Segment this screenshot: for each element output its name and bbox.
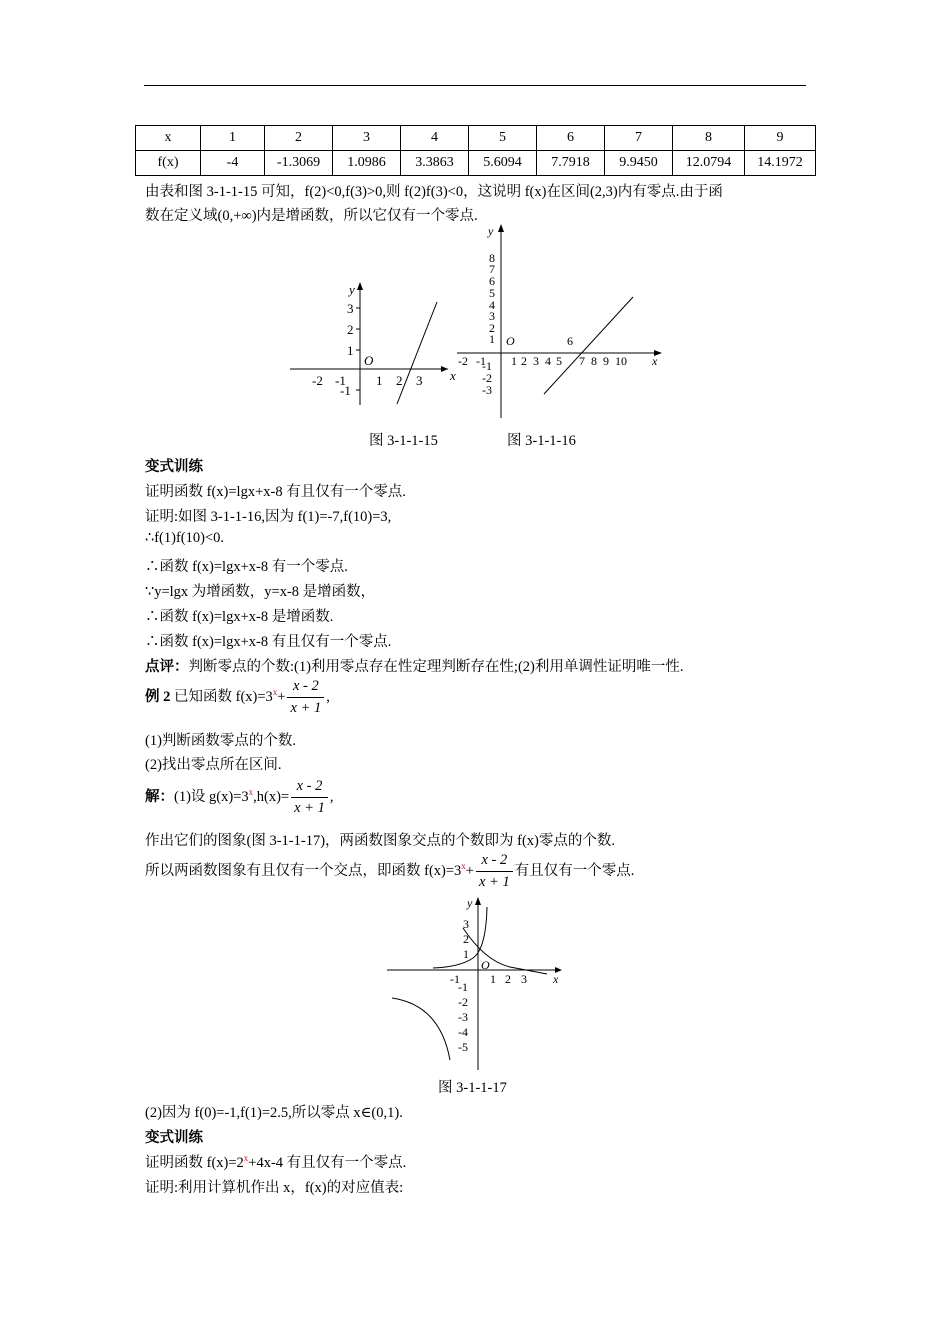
- tick-label: -2: [458, 995, 468, 1009]
- tick-label: 1: [347, 343, 354, 358]
- plus-sign: +: [465, 862, 474, 879]
- fraction: [287, 676, 324, 719]
- exponent: x: [243, 1153, 249, 1163]
- tick-label: 4: [489, 298, 495, 312]
- exponent: x: [248, 786, 254, 797]
- caption-fig-17: 图 3-1-1-17: [438, 1080, 507, 1096]
- tick-label: 6: [489, 274, 495, 288]
- table-cell: 5.6094: [469, 151, 537, 176]
- example-2-statement: [145, 676, 330, 719]
- tick-label: 7: [579, 354, 585, 368]
- caption-fig-16: 图 3-1-1-16: [507, 433, 576, 449]
- x-axis-arrow: [441, 366, 448, 372]
- table-cell: 5: [469, 126, 537, 151]
- solution-text: (1)设 g(x)=3: [174, 788, 249, 805]
- proof-line: ∴函数 f(x)=lgx+x-8 是增函数.: [145, 609, 334, 625]
- origin-label: O: [481, 958, 490, 972]
- y-axis-label: y: [488, 224, 494, 238]
- table-header-x: x: [136, 126, 201, 151]
- hyperbola-left-branch: [392, 998, 450, 1060]
- comma: ,: [326, 688, 330, 705]
- table-cell: -4: [201, 151, 265, 176]
- intro-line-2: 数在定义域(0,+∞)内是增函数，所以它仅有一个零点.: [145, 208, 478, 224]
- solution-text-mid: ,h(x)=: [253, 788, 290, 805]
- tick-label: 8: [591, 354, 597, 368]
- function-graph: [397, 302, 437, 404]
- solution-label: 解：: [145, 788, 174, 805]
- solution-text-end: 有且仅有一个零点.: [514, 862, 635, 879]
- tick-label: 7: [489, 262, 495, 276]
- tick-label: 2: [489, 321, 495, 335]
- solution-line-3: [145, 850, 634, 893]
- tick-label: 3: [489, 309, 495, 323]
- solution-part-2: (2)因为 f(0)=-1,f(1)=2.5,所以零点 x∈(0,1).: [145, 1105, 403, 1121]
- training-2-heading: 变式训练: [145, 1130, 203, 1146]
- table-cell: 3: [333, 126, 401, 151]
- x-axis-label: x: [652, 354, 658, 368]
- comment: [145, 655, 684, 676]
- comment-text: 判断零点的个数:(1)利用零点存在性定理判断存在性;(2)利用单调性证明唯一性.: [188, 659, 684, 675]
- hyperbola-right-branch: [463, 928, 547, 974]
- tick-label: 3: [416, 373, 423, 388]
- tick-label: 2: [505, 972, 511, 986]
- tick-label: 1: [489, 332, 495, 346]
- question-2: (2)找出零点所在区间.: [145, 757, 282, 773]
- proof-line: ∴函数 f(x)=lgx+x-8 有一个零点.: [145, 559, 348, 575]
- tick-label: 5: [489, 286, 495, 300]
- solution-text: 所以两函数图象有且仅有一个交点，即函数 f(x)=3: [145, 862, 462, 879]
- tick-label: 1: [376, 373, 383, 388]
- y-axis-arrow: [475, 897, 481, 905]
- table-row-x: [136, 126, 816, 151]
- tick-label: -1: [482, 359, 492, 373]
- training-2-problem: [145, 1151, 406, 1172]
- table-header-fx: f(x): [136, 151, 201, 176]
- table-cell: -1.3069: [265, 151, 333, 176]
- y-axis-arrow: [357, 282, 363, 290]
- table-cell: 3.3863: [401, 151, 469, 176]
- fraction-numerator: x - 2: [291, 776, 328, 798]
- tick-label: 1: [463, 947, 469, 961]
- tick-label: 5: [556, 354, 562, 368]
- graph-label-6: 6: [567, 334, 573, 348]
- fraction-numerator: x - 2: [476, 850, 513, 872]
- fraction-numerator: x - 2: [287, 676, 324, 698]
- proof-line: ∴f(1)f(10)<0.: [145, 530, 224, 546]
- tick-label: 2: [347, 322, 354, 337]
- table-cell: 9.9450: [605, 151, 673, 176]
- tick-label: 2: [396, 373, 403, 388]
- table-cell: 9: [745, 126, 816, 151]
- exponent: x: [461, 860, 466, 871]
- solution-line-2: 作出它们的图象(图 3-1-1-17)，两函数图象交点的个数即为 f(x)零点的个数.: [145, 833, 616, 849]
- tick-label: -2: [458, 354, 468, 368]
- intro-line-1: 由表和图 3-1-1-15 可知，f(2)<0,f(3)>0,则 f(2)f(3)<0，这说明 f(x)在区间(2,3)内有零点.由于函: [145, 184, 723, 200]
- x-axis-label: x: [450, 368, 456, 383]
- table-cell: 2: [265, 126, 333, 151]
- proof-line: 证明:如图 3-1-1-16,因为 f(1)=-7,f(10)=3,: [145, 509, 392, 525]
- fraction-denominator: x + 1: [290, 700, 322, 716]
- proof-line: ∵y=lgx 为增函数，y=x-8 是增函数，: [145, 584, 376, 600]
- x-axis-label: x: [553, 972, 559, 986]
- caption-fig-15: 图 3-1-1-15: [369, 433, 438, 449]
- figure-3-1-1-15: [285, 280, 460, 410]
- plus-sign: +: [277, 688, 286, 705]
- tick-label: -5: [458, 1040, 468, 1054]
- problem-text: 证明函数 f(x)=2: [145, 1155, 244, 1171]
- problem-text-end: +4x-4 有且仅有一个零点.: [248, 1155, 407, 1171]
- tick-label: 3: [521, 972, 527, 986]
- table-cell: 7.7918: [537, 151, 605, 176]
- exponential-curve: [433, 907, 487, 968]
- tick-label: -1: [340, 383, 351, 398]
- example-text: 已知函数 f(x)=3: [174, 688, 273, 705]
- table-row-fx: [136, 151, 816, 176]
- table-cell: 6: [537, 126, 605, 151]
- training-1-heading: 变式训练: [145, 459, 203, 475]
- y-axis-label: y: [467, 896, 473, 910]
- tick-label: 4: [545, 354, 551, 368]
- origin-label: O: [364, 353, 374, 368]
- fraction-denominator: x + 1: [294, 800, 325, 816]
- tick-label: 8: [489, 251, 495, 265]
- comma: ,: [329, 788, 334, 805]
- header-rule: [144, 85, 806, 86]
- tick-label: -1: [458, 980, 468, 994]
- example-label: 例 2: [145, 688, 171, 705]
- tick-label: 3: [533, 354, 539, 368]
- figure-3-1-1-17: [385, 895, 570, 1072]
- tick-label: -2: [312, 373, 323, 388]
- tick-label: 3: [463, 917, 469, 931]
- tick-label: 2: [463, 932, 469, 946]
- tick-label: 10: [615, 354, 627, 368]
- tick-label: 1: [490, 972, 496, 986]
- tick-label: 9: [603, 354, 609, 368]
- table-cell: 7: [605, 126, 673, 151]
- tick-label: -2: [482, 371, 492, 385]
- proof-line: ∴函数 f(x)=lgx+x-8 有且仅有一个零点.: [145, 634, 392, 650]
- origin-label: O: [506, 334, 515, 348]
- tick-label: -1: [450, 972, 460, 986]
- training-1-problem: 证明函数 f(x)=lgx+x-8 有且仅有一个零点.: [145, 484, 406, 500]
- function-graph: [544, 297, 633, 394]
- table-cell: 12.0794: [673, 151, 745, 176]
- tick-label: 3: [347, 301, 354, 316]
- question-1: (1)判断函数零点的个数.: [145, 733, 297, 749]
- y-axis-arrow: [498, 224, 504, 232]
- exponent: x: [272, 686, 278, 697]
- table-cell: 4: [401, 126, 469, 151]
- tick-label: -3: [482, 383, 492, 397]
- fraction: [291, 776, 328, 819]
- table-cell: 1: [201, 126, 265, 151]
- comment-label: 点评：: [145, 659, 189, 675]
- table-cell: 8: [673, 126, 745, 151]
- tick-label: -4: [458, 1025, 468, 1039]
- tick-label: 2: [521, 354, 527, 368]
- tick-label: 1: [511, 354, 517, 368]
- fraction: [476, 850, 513, 893]
- training-2-proof: 证明:利用计算机作出 x，f(x)的对应值表:: [145, 1180, 404, 1196]
- table-cell: 14.1972: [745, 151, 816, 176]
- y-axis-label: y: [349, 282, 355, 297]
- tick-label: -1: [476, 354, 486, 368]
- solution-line-1: [145, 776, 333, 819]
- fraction-denominator: x + 1: [478, 874, 510, 890]
- table-cell: 1.0986: [333, 151, 401, 176]
- tick-label: -1: [335, 373, 346, 388]
- tick-label: -3: [458, 1010, 468, 1024]
- value-table: [135, 125, 816, 176]
- figure-3-1-1-16: [452, 222, 672, 420]
